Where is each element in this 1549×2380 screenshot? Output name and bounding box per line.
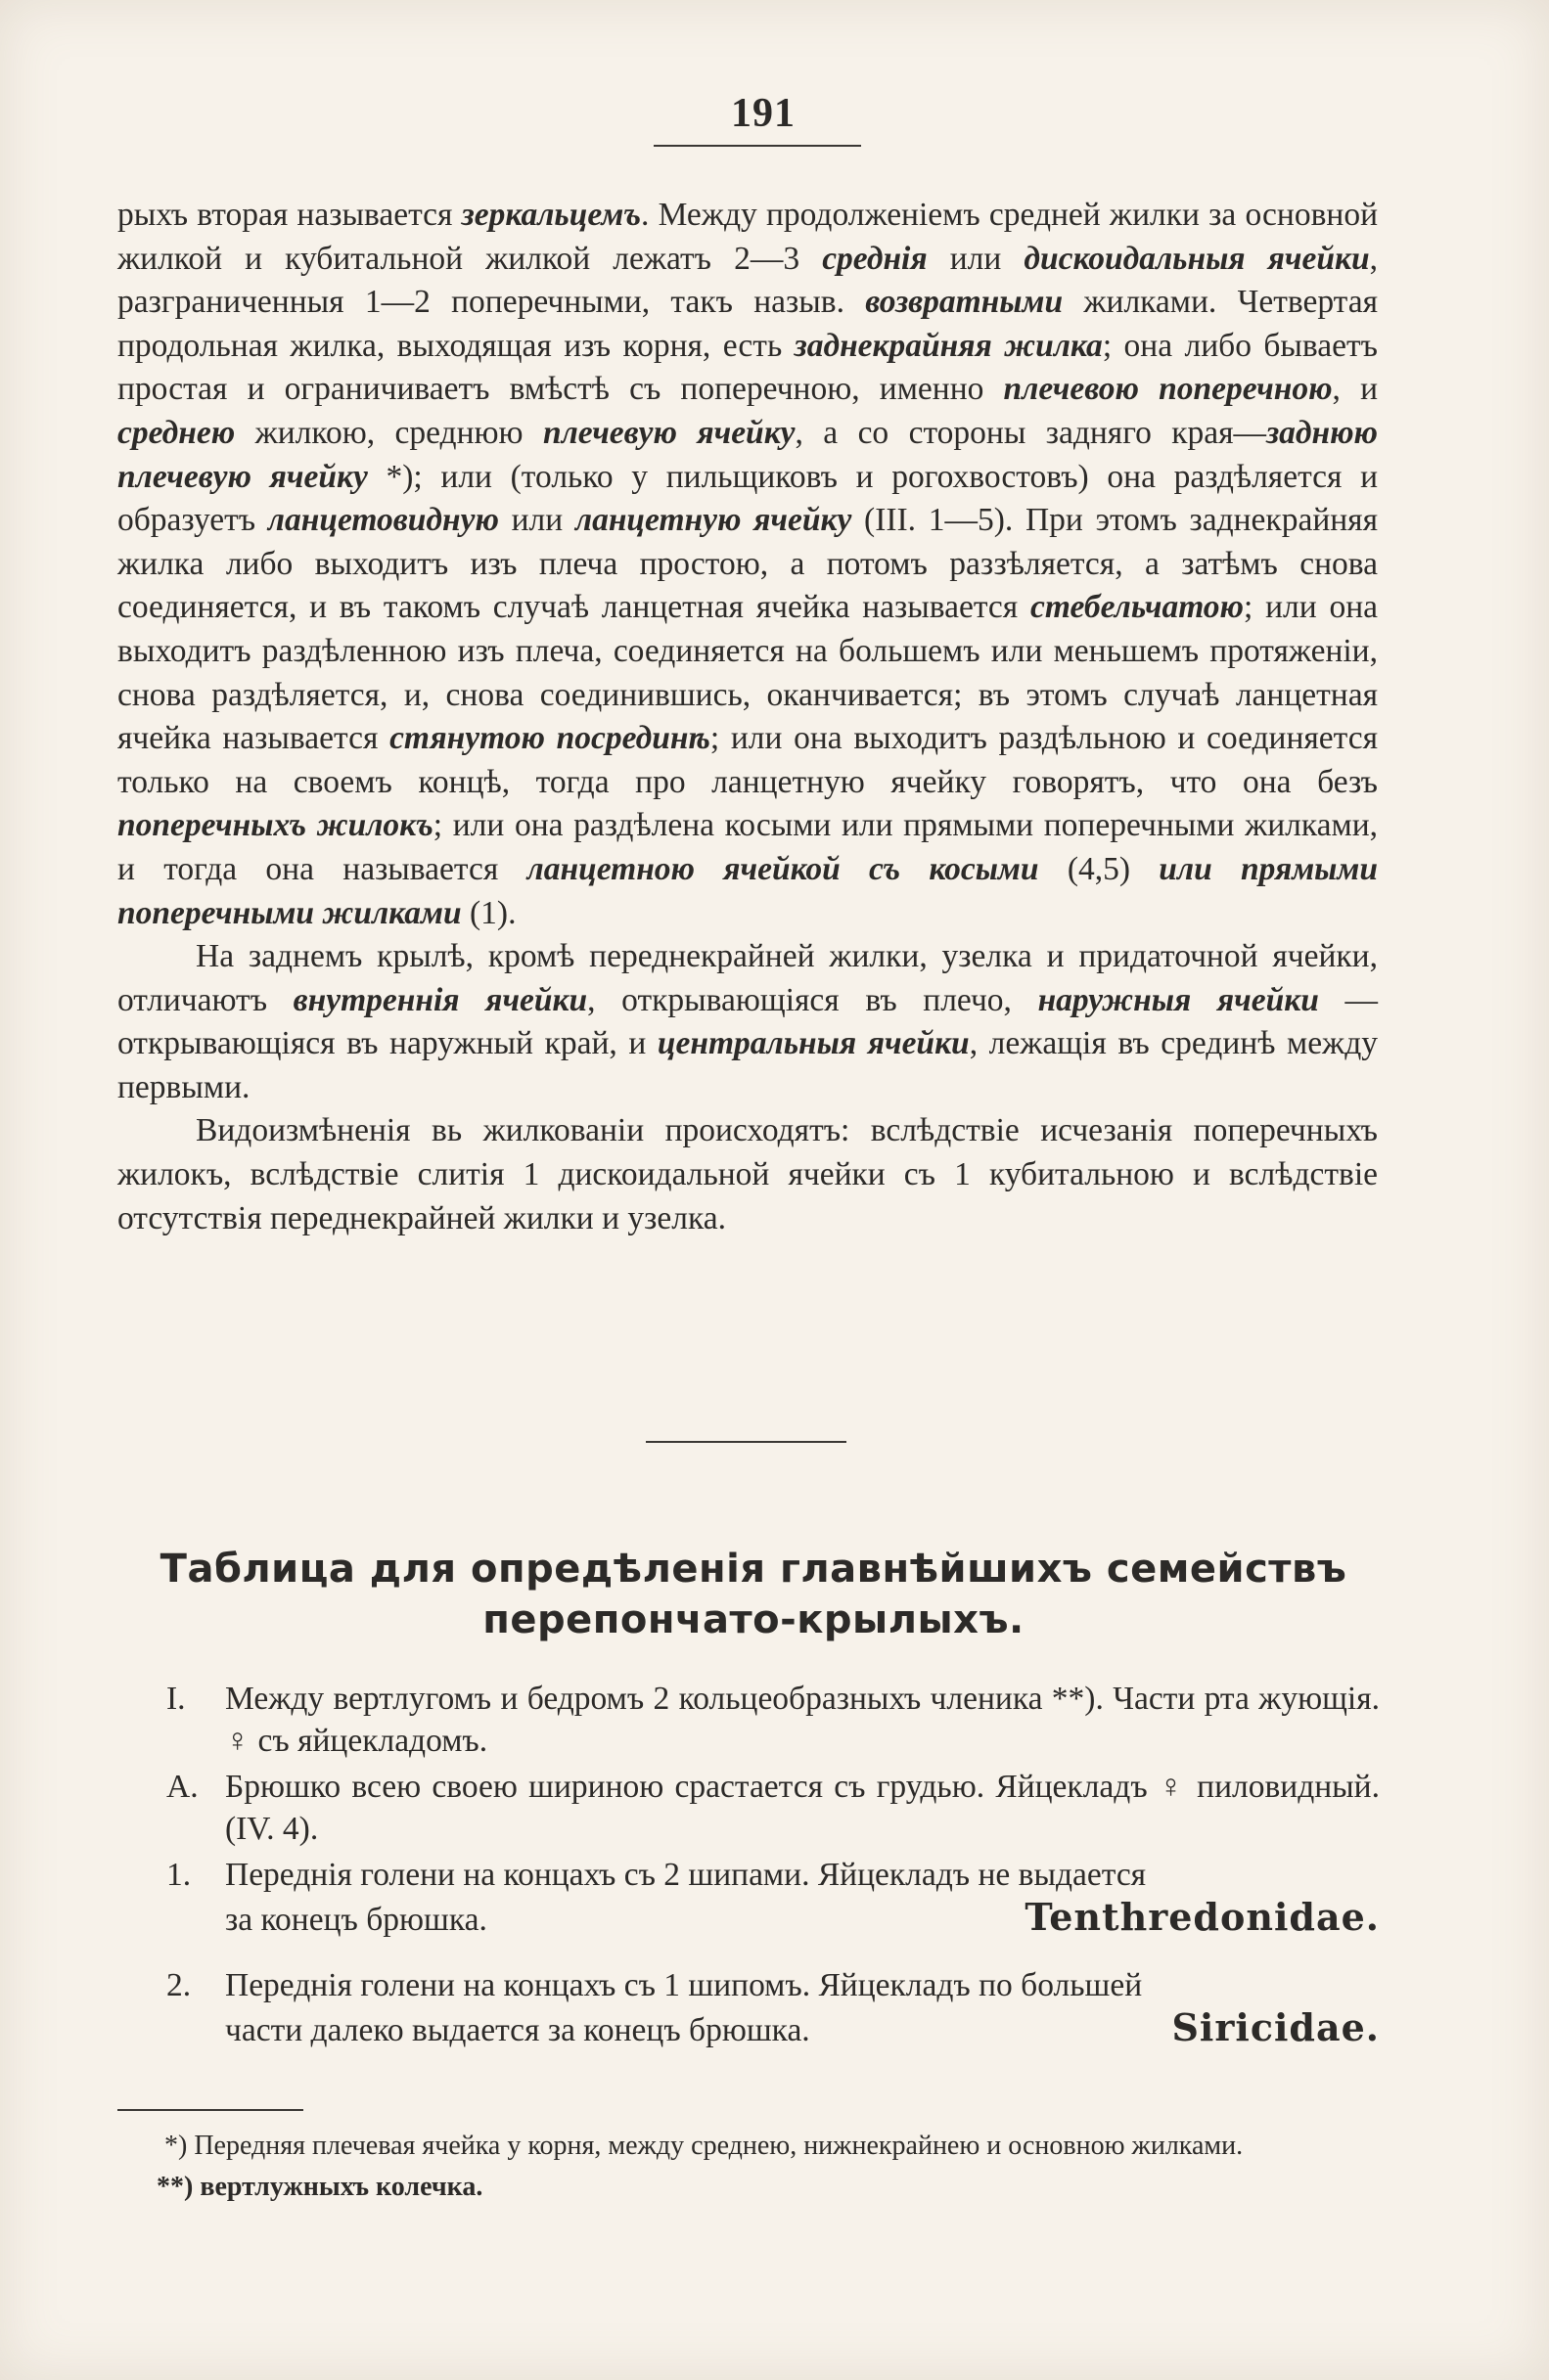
italic-term: ланцетною ячейкой съ косыми xyxy=(526,850,1039,887)
family-name: Tenthredonidae. xyxy=(1025,1895,1380,1939)
italic-term: внутреннія ячейки xyxy=(293,981,588,1018)
text-run: ; или она выходитъ раздѣльною и соединяется только на своемъ концѣ, тогда про ланцетную ячейку говорятъ, что она безъ xyxy=(117,720,1379,800)
italic-term: среднею xyxy=(117,414,236,451)
key-text-line-1: Переднія голени на концахъ съ 1 шипомъ. Яйцекладъ по большей xyxy=(225,1967,1143,2003)
italic-term: плечевую ячейку xyxy=(542,414,796,451)
key-text: Брюшко всею своею шириною срастается съ грудью. Яйцекладъ ♀ пиловидный. (IV. 4). xyxy=(225,1769,1380,1847)
text-run: (1). xyxy=(461,894,517,931)
key-text-line-2: части далеко выдается за конецъ брюшка. xyxy=(225,2012,810,2048)
text-run: , а со стороны задняго края— xyxy=(795,414,1267,451)
key-text-line-1: Переднія голени на концахъ съ 2 шипами. Яйцекладъ не выдается xyxy=(225,1857,1147,1893)
paragraph xyxy=(117,1109,1378,1240)
text-run: (4,5) xyxy=(1038,850,1160,887)
key-marker: 1. xyxy=(166,1857,192,1893)
text-run: , лежащія въ срединѣ между первыми. xyxy=(117,1025,1378,1105)
key-entry-I xyxy=(166,1678,1380,1762)
text-run: . Между продолженіемъ средней жилки за основной жилкой и кубитальной жилкой лежатъ 2—3 xyxy=(117,197,1378,277)
italic-term: среднія xyxy=(822,240,928,277)
italic-term: наружныя ячейки xyxy=(1037,981,1319,1018)
text-run: рыхъ вторая называется xyxy=(117,197,462,233)
body-text xyxy=(117,194,1378,1240)
italic-term: или прямыми поперечными жилками xyxy=(117,850,1379,931)
page-number: 191 xyxy=(731,91,796,136)
italic-term: стебельчатою xyxy=(1029,589,1245,626)
italic-term: поперечныхъ жилокъ xyxy=(117,807,433,844)
text-run: , и xyxy=(1332,371,1378,408)
key-entry-2 xyxy=(166,1964,1380,2051)
footnote-2: **) вертлужныхъ колечка. xyxy=(157,2172,483,2202)
italic-term: заднекрайняя жилка xyxy=(794,327,1103,364)
text-run: или xyxy=(927,240,1025,277)
italic-term: зеркальцемъ xyxy=(461,197,641,233)
italic-term: центральныя ячейки xyxy=(657,1025,970,1062)
italic-term: дискоидальныя ячейки xyxy=(1024,240,1370,277)
footnotes xyxy=(117,2129,1380,2205)
italic-term: ланцетную ячейку xyxy=(574,502,852,539)
key-text: Между вертлугомъ и бедромъ 2 кольцеобразныхъ членика **). Части рта жующія. ♀ съ яйцекладомъ. xyxy=(225,1681,1380,1759)
page-number-rule xyxy=(654,145,861,147)
text-run: жилками. Четвертая продольная жилка, выходящая изъ корня, есть xyxy=(117,284,1378,364)
key-text-line-2: за конецъ брюшка. xyxy=(225,1902,487,1938)
text-run: (III. 1—5). При этомъ заднекрайняя жилка либо выходитъ изъ плеча простою, а потомъ раззѣляется, а затѣмъ снова соединяется, и въ такомъ случаѣ ланцетная ячейка называется xyxy=(117,502,1378,626)
key-entry-1 xyxy=(166,1854,1380,1941)
key-marker: 2. xyxy=(166,1967,192,2003)
text-run: ; или она выходитъ раздѣленною изъ плеча, соединяется на большемъ или меньшемъ протяженіи, снова раздѣляется, и, снова соединившись, оканчивается; въ этомъ случаѣ ланцетная ячейка называется xyxy=(117,589,1378,757)
text-run: жилкою, среднюю xyxy=(235,414,543,451)
key-entry-A xyxy=(166,1766,1380,1850)
text-run: *); или (только у пильщиковъ и рогохвостовъ) она раздѣляется и образуетъ xyxy=(117,458,1378,539)
footnote-1: *) Передняя плечевая ячейка у корня, между среднею, нижнекрайнею и основною жилками. xyxy=(164,2131,1244,2161)
text-run: или xyxy=(498,502,575,539)
paragraph xyxy=(117,935,1378,1109)
text-run: На заднемъ крылѣ, кромѣ переднекрайней жилки, узелка и придаточной ячейки, отличаютъ xyxy=(117,938,1378,1018)
footnote-rule xyxy=(117,2109,303,2111)
italic-term: заднюю плечевую ячейку xyxy=(117,414,1379,495)
italic-term: стянутою посрединѣ xyxy=(389,720,710,757)
text-run: ; или она раздѣлена косыми или прямыми поперечными жилками, и тогда она называется xyxy=(117,807,1378,887)
family-name: Siricidae. xyxy=(1171,2005,1380,2049)
text-run: — открывающіяся въ наружный край, и xyxy=(117,981,1378,1062)
text-run: , разграниченныя 1—2 поперечными, такъ назыв. xyxy=(117,240,1378,321)
text-run: ; она либо бываетъ простая и ограничиваетъ вмѣстѣ съ поперечною, именно xyxy=(117,327,1378,408)
italic-term: возвратными xyxy=(865,284,1064,321)
key-marker: I. xyxy=(166,1681,186,1717)
section-title-line-2: перепончато-крылыхъ. xyxy=(482,1597,1025,1642)
text-run: Видоизмѣненія вь жилкованіи происходятъ: вслѣдствіе исчезанія поперечныхъ жилокъ, вслѣдствіе слитія 1 дискоидальной ячейки съ 1 кубитальною и вслѣдствіе отсутствія переднекрайней жилки и узелка. xyxy=(117,1112,1378,1236)
italic-term: плечевою поперечною xyxy=(1003,371,1333,408)
paragraph xyxy=(117,194,1378,935)
section-title xyxy=(117,1544,1390,1645)
text-run: , открывающіяся въ плечо, xyxy=(587,981,1038,1018)
italic-term: ланцетовидную xyxy=(267,502,499,539)
key-marker: A. xyxy=(166,1769,199,1805)
section-divider xyxy=(646,1441,846,1443)
section-title-line-1: Таблица для опредѣленія главнѣйшихъ семействъ xyxy=(159,1547,1347,1592)
